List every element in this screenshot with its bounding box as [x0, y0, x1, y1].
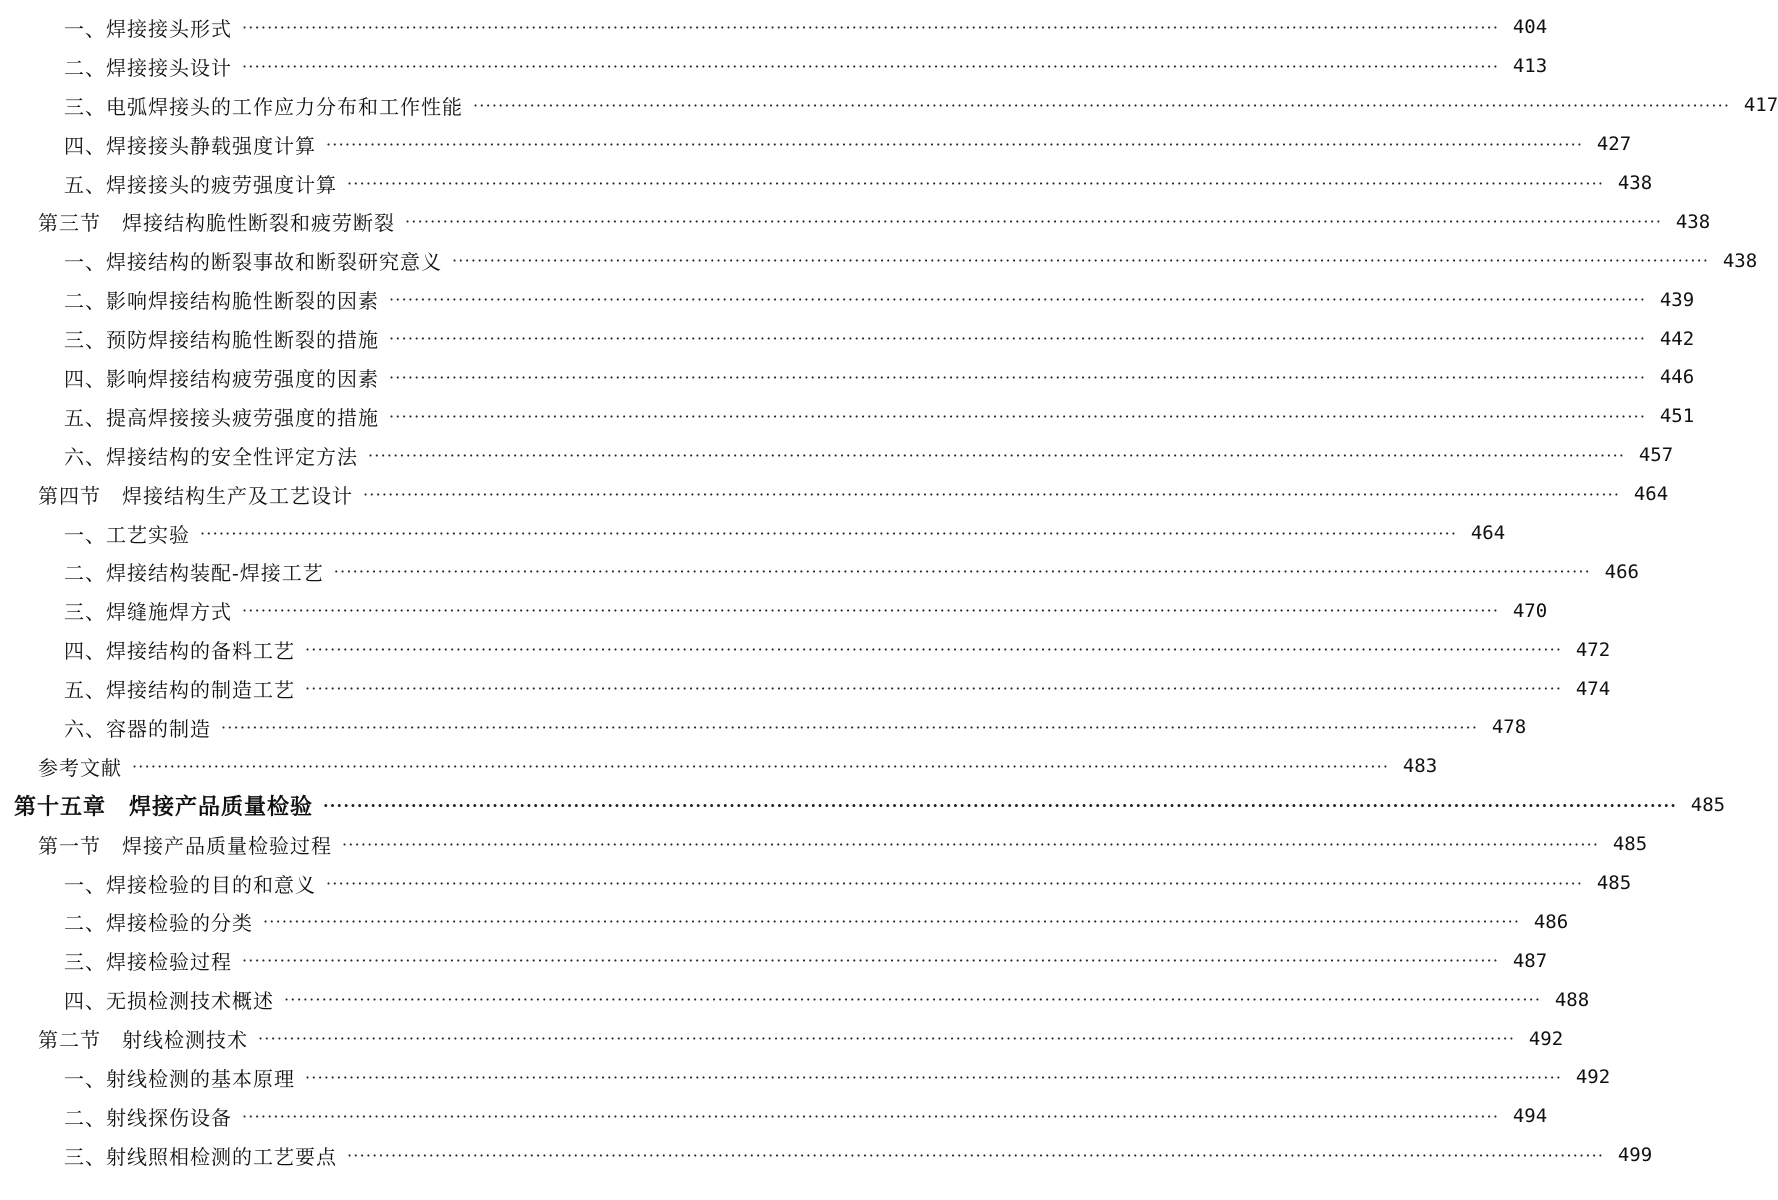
toc-entry-title: 五、提高焊接接头疲劳强度的措施 [64, 405, 379, 430]
toc-entry-page: 486 [1533, 910, 1569, 933]
toc-entry-page: 488 [1554, 988, 1590, 1011]
toc-entry[interactable] [0, 864, 1632, 903]
toc-entry-page: 485 [1596, 872, 1632, 895]
toc-entry-page: 494 [1512, 1105, 1548, 1128]
toc-entry[interactable] [0, 825, 1648, 864]
toc-entry-title: 三、预防焊接结构脆性断裂的措施 [64, 328, 379, 353]
toc-entry[interactable] [0, 86, 1778, 125]
leader-dots: ········································································································································································································ [363, 484, 1621, 504]
toc-entry-title: 三、焊接检验过程 [64, 950, 232, 975]
toc-entry-title: 一、焊接接头形式 [64, 16, 232, 41]
toc-entry-page: 466 [1604, 560, 1639, 583]
toc-entry-page: 439 [1659, 288, 1695, 311]
toc-entry[interactable] [0, 1097, 1548, 1136]
leader-dots: ········································································································································································································ [405, 212, 1663, 232]
toc-entry-title: 六、容器的制造 [64, 716, 211, 741]
leader-dots: ········································································································································································································ [368, 445, 1626, 465]
leader-dots: ········································································································································································································ [305, 1067, 1563, 1087]
toc-entry-page: 413 [1512, 55, 1548, 78]
leader-dots: ········································································································································································································ [242, 17, 1500, 37]
table-of-contents [0, 8, 1778, 1175]
leader-dots: ········································································································································································································ [473, 95, 1731, 115]
leader-dots: ········································································································································································································ [284, 990, 1542, 1010]
toc-entry[interactable] [0, 1019, 1564, 1058]
leader-dots: ········································································································································································································ [242, 56, 1500, 76]
leader-dots: ········································································································································································································ [389, 367, 1647, 387]
toc-entry-page: 438 [1617, 172, 1653, 194]
toc-entry-page: 404 [1512, 16, 1548, 39]
toc-entry-title: 第十五章 焊接产品质量检验 [14, 793, 314, 820]
toc-entry-title: 四、焊接结构的备料工艺 [64, 639, 295, 664]
toc-entry[interactable] [0, 1136, 1653, 1175]
toc-entry-page: 417 [1743, 94, 1778, 117]
toc-entry[interactable] [0, 241, 1758, 280]
toc-entry-title: 第一节 焊接产品质量检验过程 [38, 833, 332, 858]
toc-entry-page: 474 [1575, 677, 1611, 700]
leader-dots: ········································································································································································································ [452, 251, 1710, 271]
toc-entry-page: 492 [1528, 1027, 1564, 1050]
toc-entry[interactable] [0, 514, 1506, 553]
leader-dots: ········································································································································································································ [326, 134, 1584, 154]
toc-entry[interactable] [0, 202, 1711, 241]
toc-entry-title: 二、射线探伤设备 [64, 1105, 232, 1130]
toc-entry-title: 第四节 焊接结构生产及工艺设计 [38, 483, 353, 508]
leader-dots: ········································································································································································································ [305, 679, 1563, 699]
toc-entry[interactable] [0, 319, 1695, 358]
leader-dots: ········································································································································································································ [258, 1029, 1516, 1049]
toc-entry-title: 三、电弧焊接头的工作应力分布和工作性能 [64, 94, 463, 119]
toc-entry[interactable] [0, 280, 1695, 319]
toc-entry[interactable] [0, 125, 1632, 164]
toc-entry-title: 五、焊接接头的疲劳强度计算 [64, 172, 337, 197]
toc-entry-page: 485 [1690, 794, 1726, 817]
leader-dots: ········································································································································································································ [242, 601, 1500, 621]
leader-dots: ········································································································································································································ [347, 173, 1605, 193]
toc-entry[interactable] [0, 552, 1639, 591]
toc-entry-title: 一、焊接检验的目的和意义 [64, 872, 316, 897]
toc-entry[interactable] [0, 630, 1611, 669]
toc-entry-page: 487 [1512, 949, 1548, 972]
toc-entry-title: 二、焊接检验的分类 [64, 911, 253, 936]
toc-entry[interactable] [0, 358, 1695, 397]
leader-dots: ········································································································································································································ [242, 951, 1500, 971]
toc-entry-page: 427 [1596, 133, 1632, 156]
toc-entry-page: 438 [1722, 249, 1758, 272]
toc-entry[interactable] [0, 747, 1438, 786]
leader-dots: ········································································································································································································ [200, 523, 1458, 543]
toc-entry-page: 457 [1638, 444, 1674, 467]
toc-entry[interactable] [0, 941, 1548, 980]
toc-entry-title: 五、焊接结构的制造工艺 [64, 678, 295, 703]
toc-entry-title: 参考文献 [38, 755, 122, 780]
toc-entry-page: 478 [1491, 716, 1527, 739]
toc-entry-page: 492 [1575, 1066, 1611, 1089]
leader-dots: ········································································································································································································ [389, 329, 1647, 349]
toc-entry[interactable] [0, 47, 1548, 86]
toc-entry-title: 四、影响焊接结构疲劳强度的因素 [64, 366, 379, 391]
leader-dots: ········································································································································································································ [305, 640, 1563, 660]
toc-entry-title: 四、无损检测技术概述 [64, 989, 274, 1014]
toc-entry-title: 一、焊接结构的断裂事故和断裂研究意义 [64, 250, 442, 275]
toc-entry[interactable] [0, 1058, 1611, 1097]
toc-entry-page: 451 [1659, 405, 1695, 428]
toc-entry-page: 470 [1512, 599, 1548, 622]
toc-entry[interactable] [0, 591, 1548, 630]
toc-entry-page: 499 [1617, 1144, 1653, 1167]
toc-entry-title: 四、焊接接头静载强度计算 [64, 133, 316, 158]
toc-entry-page: 464 [1470, 522, 1506, 545]
toc-entry-title: 二、焊接接头设计 [64, 55, 232, 80]
toc-entry-title: 一、射线检测的基本原理 [64, 1066, 295, 1091]
toc-entry-page: 442 [1659, 327, 1695, 350]
leader-dots: ········································································································································································································ [389, 290, 1647, 310]
toc-entry[interactable] [0, 980, 1590, 1019]
leader-dots: ········································································································································································································ [132, 756, 1390, 776]
toc-entry[interactable] [0, 8, 1548, 47]
leader-dots: ········································································································································································································ [242, 1106, 1500, 1126]
toc-entry[interactable] [0, 397, 1695, 436]
leader-dots: ········································································································································································································ [263, 912, 1521, 932]
toc-entry-page: 472 [1575, 638, 1611, 661]
toc-entry-title: 三、焊缝施焊方式 [64, 600, 232, 625]
leader-dots: ········································································································································································································ [221, 717, 1479, 737]
toc-entry[interactable] [0, 475, 1669, 514]
toc-entry[interactable] [0, 669, 1611, 708]
toc-entry-page: 485 [1612, 833, 1648, 856]
leader-dots: ········································································································································································································ [347, 1145, 1605, 1165]
toc-entry[interactable] [0, 786, 1726, 825]
toc-entry-title: 六、焊接结构的安全性评定方法 [64, 444, 358, 469]
leader-dots: ········································································································································································································ [342, 834, 1600, 854]
toc-entry[interactable] [0, 436, 1674, 475]
toc-entry[interactable] [0, 708, 1527, 747]
toc-entry-title: 二、影响焊接结构脆性断裂的因素 [64, 289, 379, 314]
leader-dots: ········································································································································································································ [389, 406, 1647, 426]
leader-dots: ········································································································································································································ [326, 873, 1584, 893]
leader-dots: ········································································································································································································ [323, 795, 1678, 815]
toc-entry[interactable] [0, 164, 1653, 203]
toc-entry-page: 464 [1633, 483, 1669, 506]
leader-dots: ········································································································································································································ [333, 562, 1591, 582]
toc-entry-page: 446 [1659, 366, 1695, 389]
toc-entry[interactable] [0, 902, 1569, 941]
toc-entry-title: 一、工艺实验 [64, 522, 190, 547]
toc-entry-title: 三、射线照相检测的工艺要点 [64, 1144, 337, 1169]
toc-entry-page: 438 [1675, 210, 1711, 233]
toc-entry-title: 第二节 射线检测技术 [38, 1028, 248, 1053]
toc-entry-page: 483 [1402, 755, 1438, 778]
toc-entry-title: 二、焊接结构装配-焊接工艺 [64, 561, 324, 586]
toc-entry-title: 第三节 焊接结构脆性断裂和疲劳断裂 [38, 211, 395, 236]
